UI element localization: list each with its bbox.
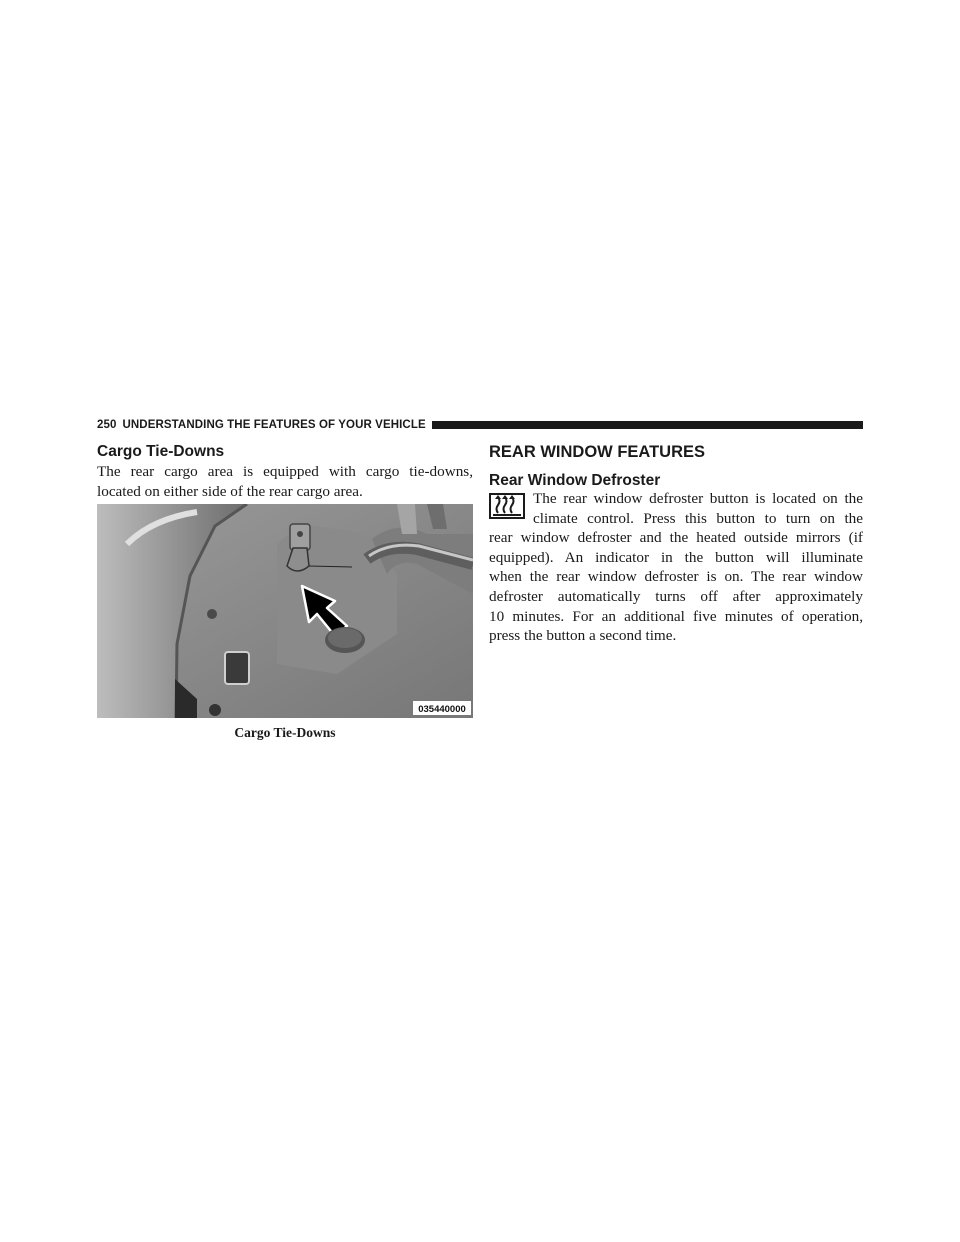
running-header-title: UNDERSTANDING THE FEATURES OF YOUR VEHICLE [122,419,426,431]
defroster-line: climate control. Press this button to turn on the [533,509,863,527]
defroster-line: when the rear window defroster is on. The rear window [489,568,863,586]
cargo-paragraph-line: The rear cargo area is equipped with cargo tie-downs, [97,463,473,480]
cargo-paragraph-line: located on either side of the rear cargo area. [97,482,363,500]
cargo-tie-downs-heading: Cargo Tie-Downs [97,443,225,460]
defroster-paragraph-indented [533,489,863,528]
figure-image-code: 035440000 [418,704,466,715]
rear-defroster-icon [489,493,525,519]
rear-window-defroster-heading: Rear Window Defroster [489,472,661,489]
defroster-line: rear window defroster and the heated outside mirrors (if [489,529,863,546]
cargo-tie-downs-figure [97,504,473,718]
running-header [97,418,863,432]
defroster-paragraph [489,528,863,646]
defroster-line: The rear window defroster button is located on the [533,490,863,507]
defroster-line: press the button a second time. [489,627,677,645]
page-number: 250 [97,419,117,431]
figure-caption: Cargo Tie-Downs [234,725,336,740]
defroster-line: equipped). An indicator in the button will illuminate [489,548,863,566]
cargo-photo [97,504,473,718]
header-rule [432,421,863,429]
defroster-line: defroster automatically turns off after approximately [489,588,863,606]
rear-window-features-heading: REAR WINDOW FEATURES [489,443,706,461]
defroster-line: 10 minutes. For an additional five minutes of operation, [489,607,863,625]
cargo-paragraph [97,462,473,501]
